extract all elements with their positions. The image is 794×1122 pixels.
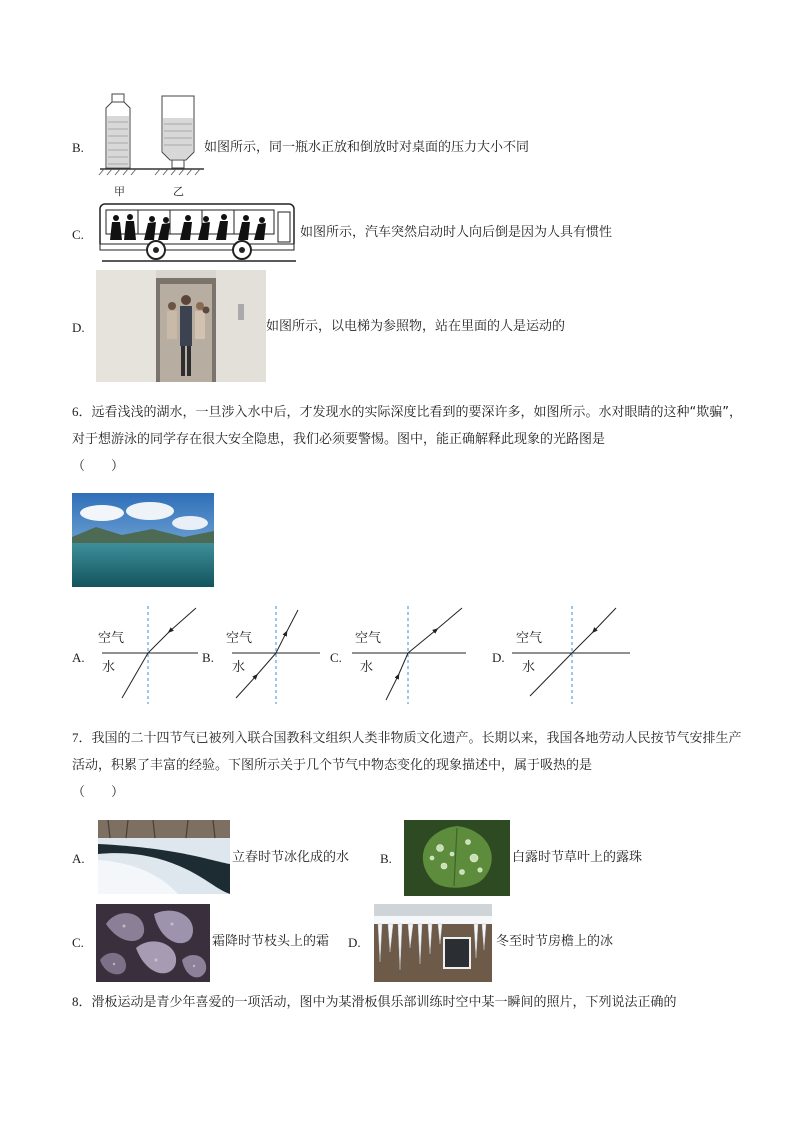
q6-option-c-water: 水 — [360, 660, 374, 675]
question-7-number: 7． — [72, 730, 92, 745]
q6-option-a-air: 空气 — [98, 631, 125, 646]
q6-option-d-air: 空气 — [516, 631, 543, 646]
option-d-text: 如图所示，以电梯为参照物，站在里面的人是运动的 — [266, 319, 566, 334]
question-6-stem — [72, 398, 752, 480]
label-jia: 甲 — [114, 185, 125, 198]
label-yi: 乙 — [173, 185, 184, 198]
ray-diagram-c — [352, 606, 466, 704]
q7-option-a-letter: A. — [72, 851, 85, 866]
question-8-number: 8． — [72, 994, 92, 1009]
q6-option-b-air: 空气 — [226, 631, 253, 646]
icicles-photo — [374, 904, 492, 982]
ray-diagram-d — [512, 606, 630, 704]
ray-diagram-a — [102, 606, 198, 704]
q6-option-a-water: 水 — [102, 660, 116, 675]
ice-melting-photo — [98, 820, 230, 894]
question-7-bracket: （ ） — [72, 785, 125, 800]
question-8-text: 滑板运动是青少年喜爱的一项活动，图中为某滑板俱乐部训练时空中某一瞬间的照片，下列说法正确的 — [91, 995, 677, 1010]
ray-diagrams — [0, 600, 794, 710]
option-d-letter: D. — [72, 320, 85, 335]
lake-photo — [72, 493, 214, 587]
question-6-text: 远看浅浅的湖水，一旦涉入水中后，才发现水的实际深度比看到的要深许多，如图所示。水对眼睛的这种“欺骗”，对于想游泳的同学存在很大安全隐患，我们必须要警惕。图中，能正确解释此现象的光路图是 — [72, 405, 742, 447]
frost-leaves-photo — [96, 904, 210, 982]
q6-option-d-letter: D. — [492, 650, 505, 665]
q6-option-c-letter: C. — [330, 650, 342, 665]
q7-option-d-letter: D. — [348, 935, 361, 950]
bus-figure — [96, 200, 298, 264]
option-b-letter: B. — [72, 140, 84, 155]
dew-leaf-photo — [404, 820, 510, 896]
q7-option-b-text: 白露时节草叶上的露珠 — [512, 850, 643, 865]
q6-option-a-letter: A. — [72, 650, 85, 665]
q7-option-a-text: 立春时节冰化成的水 — [232, 850, 350, 865]
q6-option-c-air: 空气 — [355, 631, 382, 646]
elevator-photo — [96, 270, 266, 382]
q6-option-b-letter: B. — [202, 650, 214, 665]
question-7-text: 我国的二十四节气已被列入联合国教科文组织人类非物质文化遗产。长期以来，我国各地劳动人民按节气安排生产活动，积累了丰富的经验。下图所示关于几个节气中物态变化的现象描述中，属于吸热的是 — [72, 731, 742, 773]
option-c-text: 如图所示，汽车突然启动时人向后倒是因为人具有惯性 — [300, 225, 613, 240]
q7-option-d-text: 冬至时节房檐上的冰 — [496, 934, 614, 949]
q6-option-b-water: 水 — [232, 660, 246, 675]
ray-diagram-b — [232, 606, 320, 704]
water-bottles-figure — [98, 92, 208, 184]
q7-option-c-text: 霜降时节枝头上的霜 — [212, 934, 330, 949]
q7-option-b-letter: B. — [380, 851, 392, 866]
q7-option-c-letter: C. — [72, 935, 84, 950]
q6-option-d-water: 水 — [522, 660, 536, 675]
option-b-text: 如图所示，同一瓶水正放和倒放时对桌面的压力大小不同 — [204, 140, 530, 155]
question-8-stem — [72, 988, 752, 1016]
question-6-bracket: （ ） — [72, 459, 125, 474]
question-6-number: 6． — [72, 404, 92, 419]
question-7-stem — [72, 724, 752, 806]
option-c-letter: C. — [72, 227, 84, 242]
